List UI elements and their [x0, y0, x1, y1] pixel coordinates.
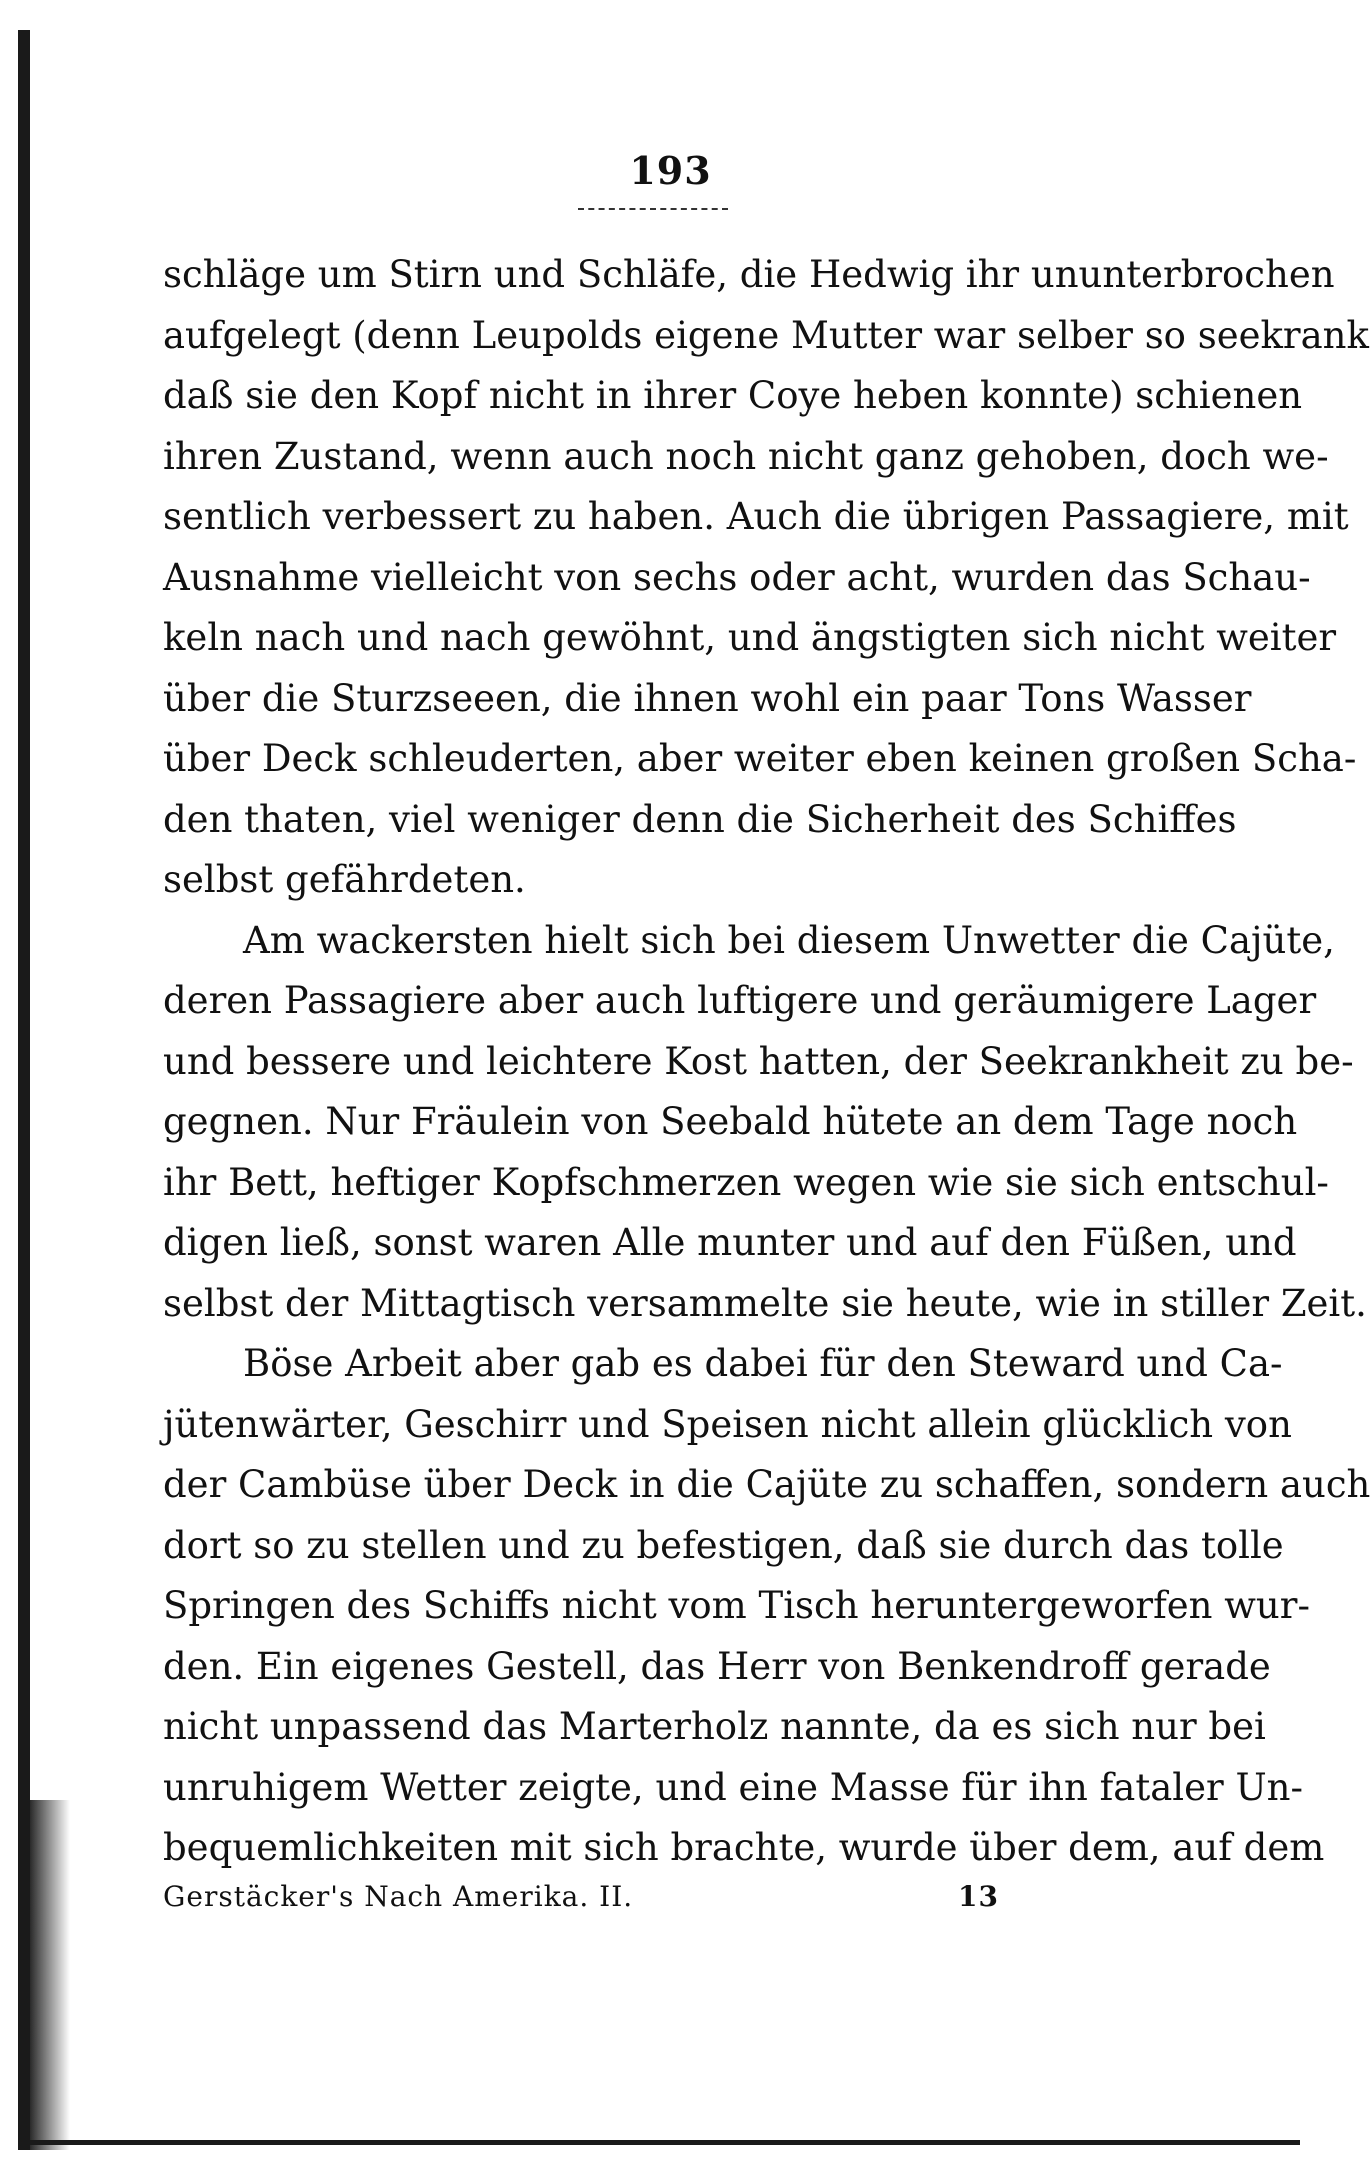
text-line: Am wackersten hielt sich bei diesem Unwetter die Cajüte, [243, 918, 1335, 962]
text-line: dort so zu stellen und zu befestigen, daß sie durch das tolle [163, 1523, 1284, 1567]
text-line: ihren Zustand, wenn auch noch nicht ganz gehoben, doch we- [163, 434, 1329, 478]
text-line: selbst der Mittagtisch versammelte sie heute, wie in stiller Zeit. [163, 1281, 1367, 1325]
text-line: sentlich verbessert zu haben. Auch die übrigen Passagiere, mit [163, 495, 1349, 538]
page-number-rule [578, 208, 728, 210]
text-line: jütenwärter, Geschirr und Speisen nicht allein glücklich von [163, 1402, 1292, 1446]
text-line: ihr Bett, heftiger Kopfschmerzen wegen wie sie sich entschul- [163, 1160, 1329, 1204]
text-line: Böse Arbeit aber gab es dabei für den Steward und Ca- [243, 1342, 1283, 1385]
text-line: selbst gefährdeten. [163, 858, 526, 901]
text-line: daß sie den Kopf nicht in ihrer Coye heben konnte) schienen [163, 374, 1303, 417]
text-line: über Deck schleuderten, aber weiter eben keinen großen Scha- [163, 737, 1357, 780]
scan-binding-edge [18, 30, 30, 2150]
scan-shadow [30, 1800, 70, 2150]
body-text [163, 245, 1370, 1879]
text-line: digen ließ, sonst waren Alle munter und auf den Füßen, und [163, 1221, 1297, 1264]
text-line: bequemlichkeiten mit sich brachte, wurde über dem, auf dem [163, 1826, 1325, 1869]
page-number: 193 [629, 148, 712, 193]
text-line: den. Ein eigenes Gestell, das Herr von Benkendroff gerade [163, 1644, 1271, 1688]
signature-mark: Gerstäcker's Nach Amerika. II. [163, 1880, 634, 1913]
text-line: nicht unpassend das Marterholz nannte, da es sich nur bei [163, 1705, 1266, 1748]
sheet-number: 13 [958, 1880, 999, 1913]
text-line: der Cambüse über Deck in die Cajüte zu schaffen, sondern auch [163, 1463, 1370, 1506]
text-line: Ausnahme vielleicht von sechs oder acht, wurden das Schau- [163, 555, 1311, 599]
text-line: über die Sturzseeen, die ihnen wohl ein paar Tons Wasser [163, 676, 1252, 720]
text-line: aufgelegt (denn Leupolds eigene Mutter war selber so seekrank [163, 313, 1369, 357]
text-line: und bessere und leichtere Kost hatten, der Seekrankheit zu be- [163, 1039, 1354, 1083]
text-line: unruhigem Wetter zeigte, und eine Masse für ihn fataler Un- [163, 1765, 1303, 1809]
text-line: schläge um Stirn und Schläfe, die Hedwig ihr ununterbrochen [163, 253, 1335, 296]
text-line: Springen des Schiffs nicht vom Tisch heruntergeworfen wur- [163, 1584, 1310, 1627]
text-line: den thaten, viel weniger denn die Sicherheit des Schiffes [163, 797, 1237, 841]
scan-bottom-edge [30, 2140, 1300, 2145]
text-line: deren Passagiere aber auch luftigere und geräumigere Lager [163, 979, 1317, 1022]
text-line: gegnen. Nur Fräulein von Seebald hütete an dem Tage noch [163, 1100, 1298, 1143]
text-line: keln nach und nach gewöhnt, und ängstigten sich nicht weiter [163, 616, 1337, 659]
